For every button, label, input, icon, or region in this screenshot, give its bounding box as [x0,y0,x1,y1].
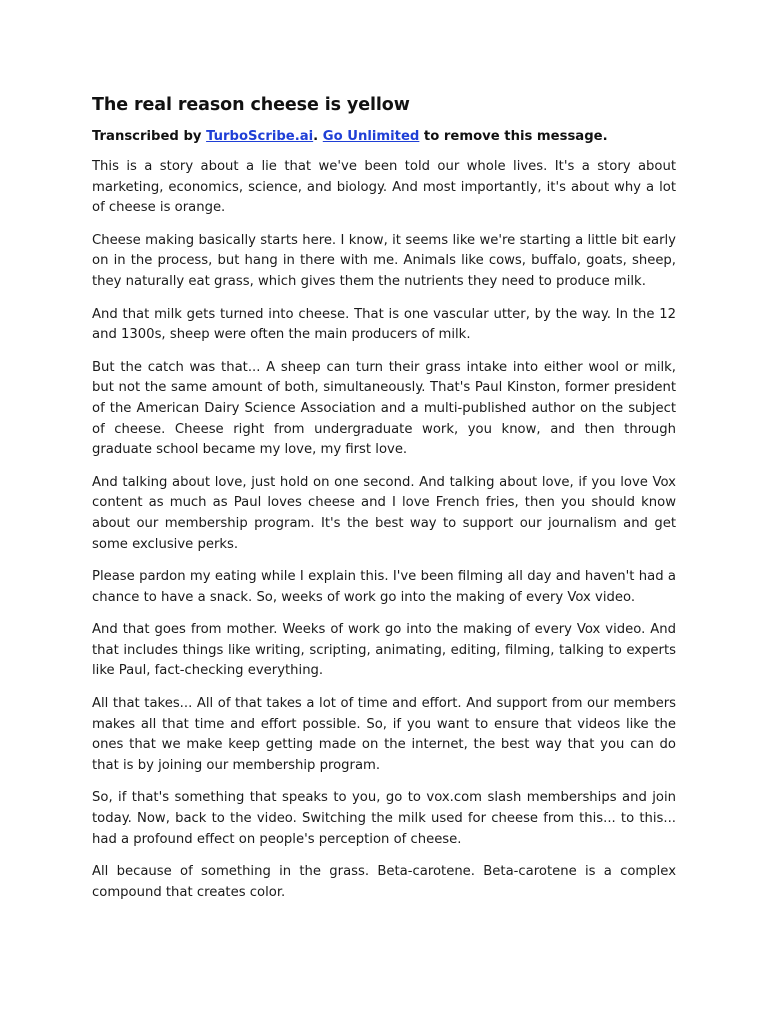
paragraph: This is a story about a lie that we've been told our whole lives. It's a story about marketing, economics, science, and biology. And most importantly, it's about why a lot of cheese is orange. [92,159,676,216]
document-page [92,93,676,915]
transcription-byline [92,127,676,147]
paragraph: And talking about love, just hold on one second. And talking about love, if you love Vox content as much as Paul loves cheese and I love French fries, then you should know about our membership program. It's the best way to support our journalism and get some exclusive perks. [92,474,676,552]
paragraph: So, if that's something that speaks to you, go to vox.com slash memberships and join today. Now, back to the video. Switching the milk used for cheese from this... to this... had a profound effect on people's perception of cheese. [92,790,676,847]
byline-suffix: to remove this message. [419,129,608,144]
go-unlimited-link[interactable]: Go Unlimited [322,129,420,144]
paragraph: But the catch was that... A sheep can turn their grass intake into either wool or milk, but not the same amount of both, simultaneously. That's Paul Kinston, former president of the American Dairy Science Association and a multi-published author on the subject of cheese. Cheese right from undergraduate work, you know, and then through graduate school became my love, my first love. [92,359,676,458]
page-title: The real reason cheese is yellow [92,95,410,115]
paragraph: All that takes... All of that takes a lot of time and effort. And support from our members makes all that time and effort possible. So, if you want to ensure that videos like the ones that we make keep getting made on the internet, the best way that you can do that is by joining our membership program. [92,696,676,773]
paragraph: Please pardon my eating while I explain this. I've been filming all day and haven't had a chance to have a snack. So, weeks of work go into the making of every Vox video. [92,569,676,605]
paragraph: Cheese making basically starts here. I know, it seems like we're starting a little bit early on in the process, but hang in there with me. Animals like cows, buffalo, goats, sheep, they naturally eat grass, which gives them the nutrients they need to produce milk. [92,232,676,289]
turboscribe-link[interactable]: TurboScribe.ai [206,129,314,144]
paragraph: And that goes from mother. Weeks of work go into the making of every Vox video. And that includes things like writing, scripting, animating, editing, filming, talking to experts like Paul, fact-checking everything. [92,622,676,679]
paragraph: All because of something in the grass. Beta-carotene. Beta-carotene is a complex compound that creates color. [92,864,676,900]
byline-prefix: Transcribed by [92,129,207,144]
byline-separator: . [313,129,323,144]
paragraph: And that milk gets turned into cheese. That is one vascular utter, by the way. In the 12 and 1300s, sheep were often the main producers of milk. [92,306,676,343]
